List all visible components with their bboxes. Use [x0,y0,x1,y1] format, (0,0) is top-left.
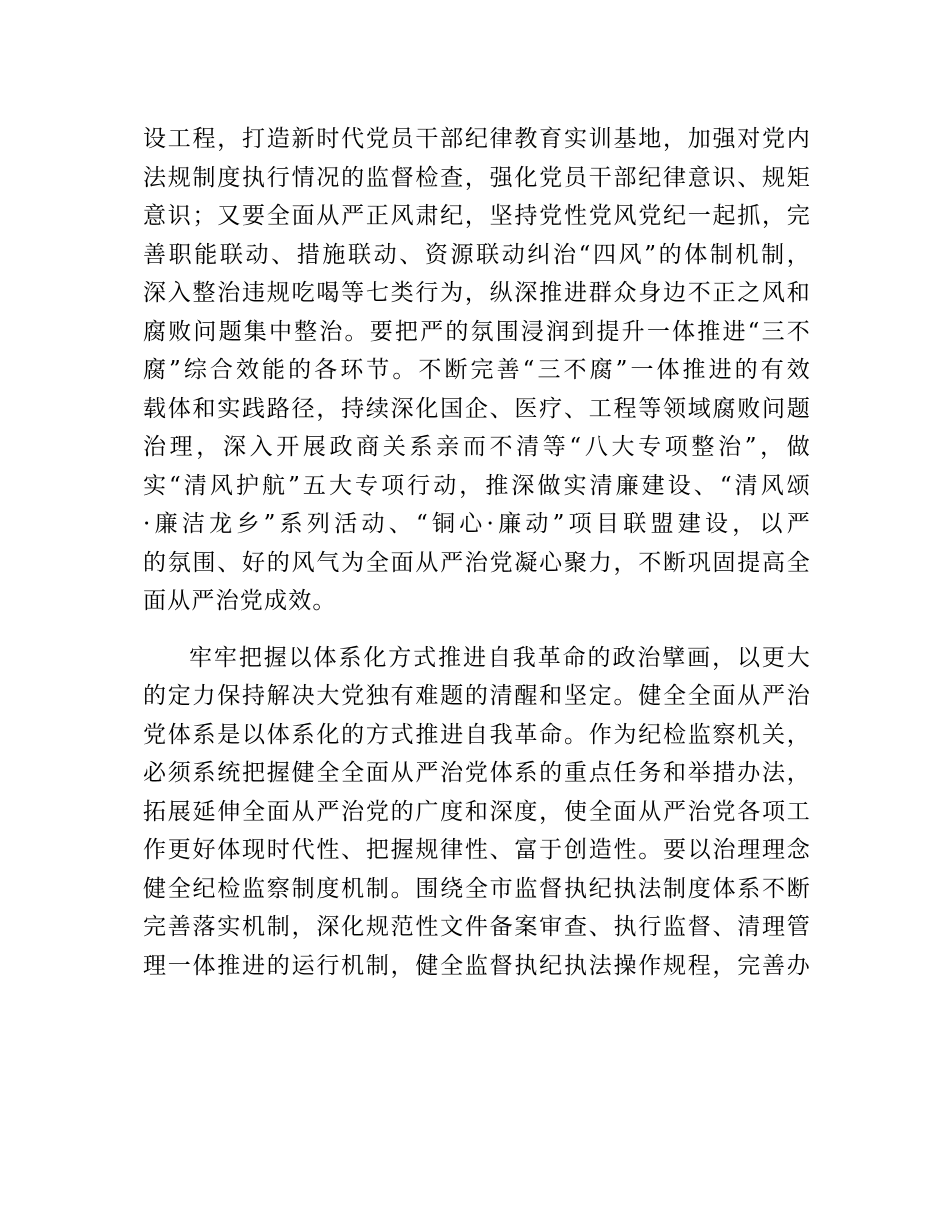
paragraph-gap [143,621,811,639]
text-line: 意识；又要全面从严正风肃纪，坚持党性党风党纪一起抓，完 [143,203,811,229]
paragraph-1 [143,120,811,621]
text-line: ·廉洁龙乡”系列活动、“铜心·廉动”项目联盟建设，以严 [143,511,811,537]
text-line: 载体和实践路径，持续深化国企、医疗、工程等领域腐败问题 [143,395,811,422]
text-line: 善职能联动、措施联动、资源联动纠治“四风”的体制机制， [143,241,811,268]
text-line: 作更好体现时代性、把握规律性、富于创造性。要以治理理念 [143,837,811,863]
text-line: 健全纪检监察制度机制。围绕全市监督执纪执法制度体系不断 [143,875,811,902]
text-line: 腐败问题集中整治。要把严的氛围浸润到提升一体推进“三不 [143,318,811,345]
text-line: 拓展延伸全面从严治党的广度和深度，使全面从严治党各项工 [143,798,811,825]
text-line: 必须系统把握健全全面从严治党体系的重点任务和举措办法， [143,760,811,786]
text-line: 的定力保持解决大党独有难题的清醒和坚定。健全全面从严治 [143,683,811,709]
text-line: 面从严治党成效。 [143,588,337,614]
document-body [143,120,811,985]
text-line: 牢牢把握以体系化方式推进自我革命的政治擘画，以更大 [189,644,811,671]
text-line: 深入整治违规吃喝等七类行为，纵深推进群众身边不正之风和 [143,280,811,306]
text-line: 的氛围、好的风气为全面从严治党凝心聚力，不断巩固提高全 [143,549,811,576]
text-line: 理一体推进的运行机制，健全监督执纪执法操作规程，完善办 [143,952,811,979]
text-line: 法规制度执行情况的监督检查，强化党员干部纪律意识、规矩 [143,164,811,191]
text-line: 设工程，打造新时代党员干部纪律教育实训基地，加强对党内 [143,126,811,152]
text-line: 腐”综合效能的各环节。不断完善“三不腐”一体推进的有效 [143,357,811,383]
text-line: 完善落实机制，深化规范性文件备案审查、执行监督、清理管 [143,914,811,940]
text-line: 党体系是以体系化的方式推进自我革命。作为纪检监察机关， [143,721,811,748]
text-line: 实“清风护航”五大专项行动，推深做实清廉建设、“清风颂 [143,472,811,499]
paragraph-2 [143,639,811,986]
text-line: 治理，深入开展政商关系亲而不清等“八大专项整治”，做 [143,434,811,460]
